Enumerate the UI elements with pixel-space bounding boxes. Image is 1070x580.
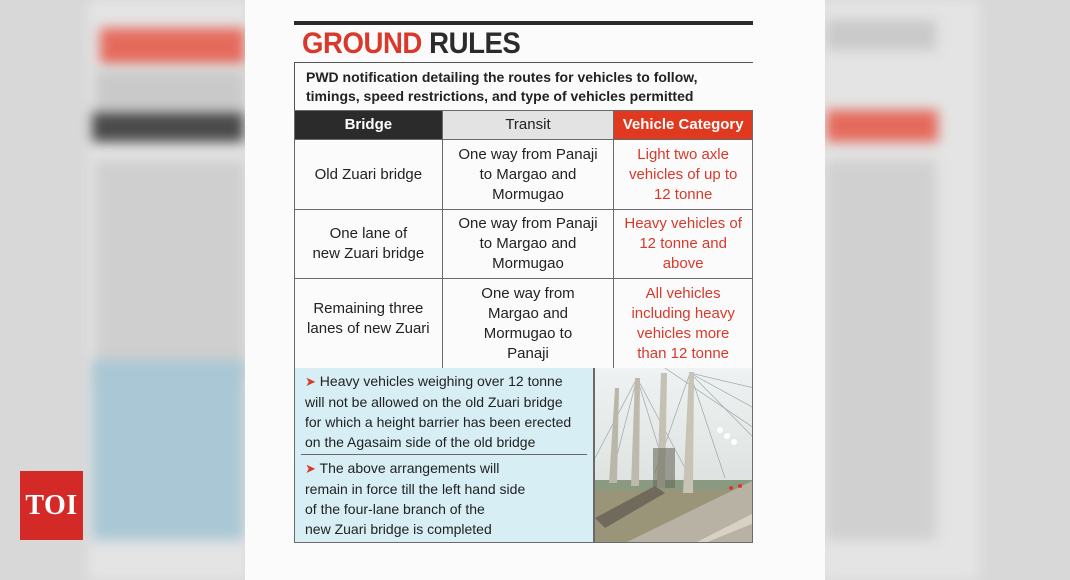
- cell-bridge: [295, 210, 443, 279]
- background-gray-block: [826, 160, 936, 540]
- cell-line: to Margao and: [479, 235, 577, 252]
- cell-category: [614, 140, 753, 210]
- subtitle-line: timings, speed restrictions, and type of vehicles permitted: [306, 88, 694, 104]
- table-header-row: [295, 111, 753, 140]
- cell-line: than 12 tonne: [637, 344, 730, 362]
- cell-transit: [442, 210, 614, 279]
- cell-bridge: [295, 140, 443, 210]
- subtitle-line: PWD notification detailing the routes for vehicles to follow,: [306, 69, 698, 85]
- cell-line: vehicles of up to: [628, 165, 738, 183]
- rules-table: [294, 110, 753, 369]
- background-gray-block: [826, 20, 936, 50]
- toi-logo: TOI: [20, 471, 83, 540]
- subtitle: [294, 62, 753, 110]
- cell-line: One way from Panaji: [458, 145, 598, 163]
- cell-line: Mormugao to: [483, 324, 573, 342]
- cell-line: One way from Panaji: [458, 215, 598, 232]
- infographic-card: [245, 0, 825, 580]
- cell-transit: [442, 140, 614, 210]
- note-line: remain in force till the left hand side: [305, 481, 526, 497]
- cell-line: 12 tonne: [653, 185, 713, 203]
- cell-transit: [442, 279, 614, 369]
- notes-divider: [301, 454, 587, 455]
- background-red-block: [826, 110, 938, 142]
- headline-word-ground: GROUND: [302, 27, 422, 60]
- arrow-right-icon: ➤: [305, 374, 316, 389]
- bridge-photo: [594, 368, 753, 543]
- header-bridge: Bridge: [295, 111, 443, 140]
- cell-line: Mormugao: [492, 185, 564, 203]
- note-text: Heavy vehicles weighing over 12 tonne: [319, 373, 563, 389]
- background-gray-block: [95, 160, 245, 380]
- cell-bridge: [295, 279, 443, 369]
- note-line: [305, 371, 593, 392]
- arrow-right-icon: ➤: [305, 461, 316, 476]
- cell-line: One lane of: [329, 225, 408, 242]
- cell-line: One way from: [481, 284, 575, 302]
- cell-line: Light two axle: [637, 145, 729, 163]
- note-line: for which a height barrier has been erected: [305, 414, 572, 430]
- header-transit: Transit: [442, 111, 614, 140]
- cell-line: Heavy vehicles of: [624, 215, 742, 232]
- header-vehicle-category: Vehicle Category: [614, 111, 753, 140]
- cell-line: vehicles more: [636, 324, 730, 342]
- cell-line: including heavy: [631, 304, 735, 322]
- headline-word-rules: RULES: [429, 27, 521, 60]
- note-line: new Zuari bridge is completed: [305, 521, 492, 537]
- bridge-photo-illustration: [595, 368, 753, 543]
- cell-line: above: [662, 255, 704, 272]
- cell-line: Remaining three: [313, 300, 424, 317]
- cell-line: Mormugao: [492, 255, 564, 272]
- note-line: of the four-lane branch of the: [305, 501, 485, 517]
- note-text: The above arrangements will: [319, 460, 500, 476]
- notes-box: [294, 368, 594, 543]
- note-line: [305, 458, 565, 479]
- cell-category: [614, 210, 753, 279]
- note-line: on the Agasaim side of the old bridge: [305, 434, 536, 450]
- headline: [302, 27, 520, 61]
- cell-line: 12 tonne and: [639, 235, 727, 252]
- table-row: [295, 140, 753, 210]
- cell-line: All vehicles: [645, 284, 721, 302]
- note-line: will not be allowed on the old Zuari bridge: [305, 394, 563, 410]
- background-blue-block: [92, 360, 244, 540]
- cell-line: Old Zuari bridge: [314, 165, 423, 183]
- top-rule: [294, 21, 753, 25]
- table-row: [295, 210, 753, 279]
- cell-category: [614, 279, 753, 369]
- table-row: [295, 279, 753, 369]
- cell-line: Panaji: [507, 344, 549, 362]
- cell-line: new Zuari bridge: [312, 245, 425, 262]
- cell-line: to Margao and: [479, 165, 577, 183]
- background-dark-block: [92, 112, 244, 142]
- cell-line: lanes of new Zuari: [307, 320, 430, 337]
- cell-line: Margao and: [487, 304, 569, 322]
- note: [305, 458, 565, 539]
- background-gray-block: [95, 70, 245, 110]
- note: [305, 371, 593, 452]
- background-red-block: [100, 28, 245, 64]
